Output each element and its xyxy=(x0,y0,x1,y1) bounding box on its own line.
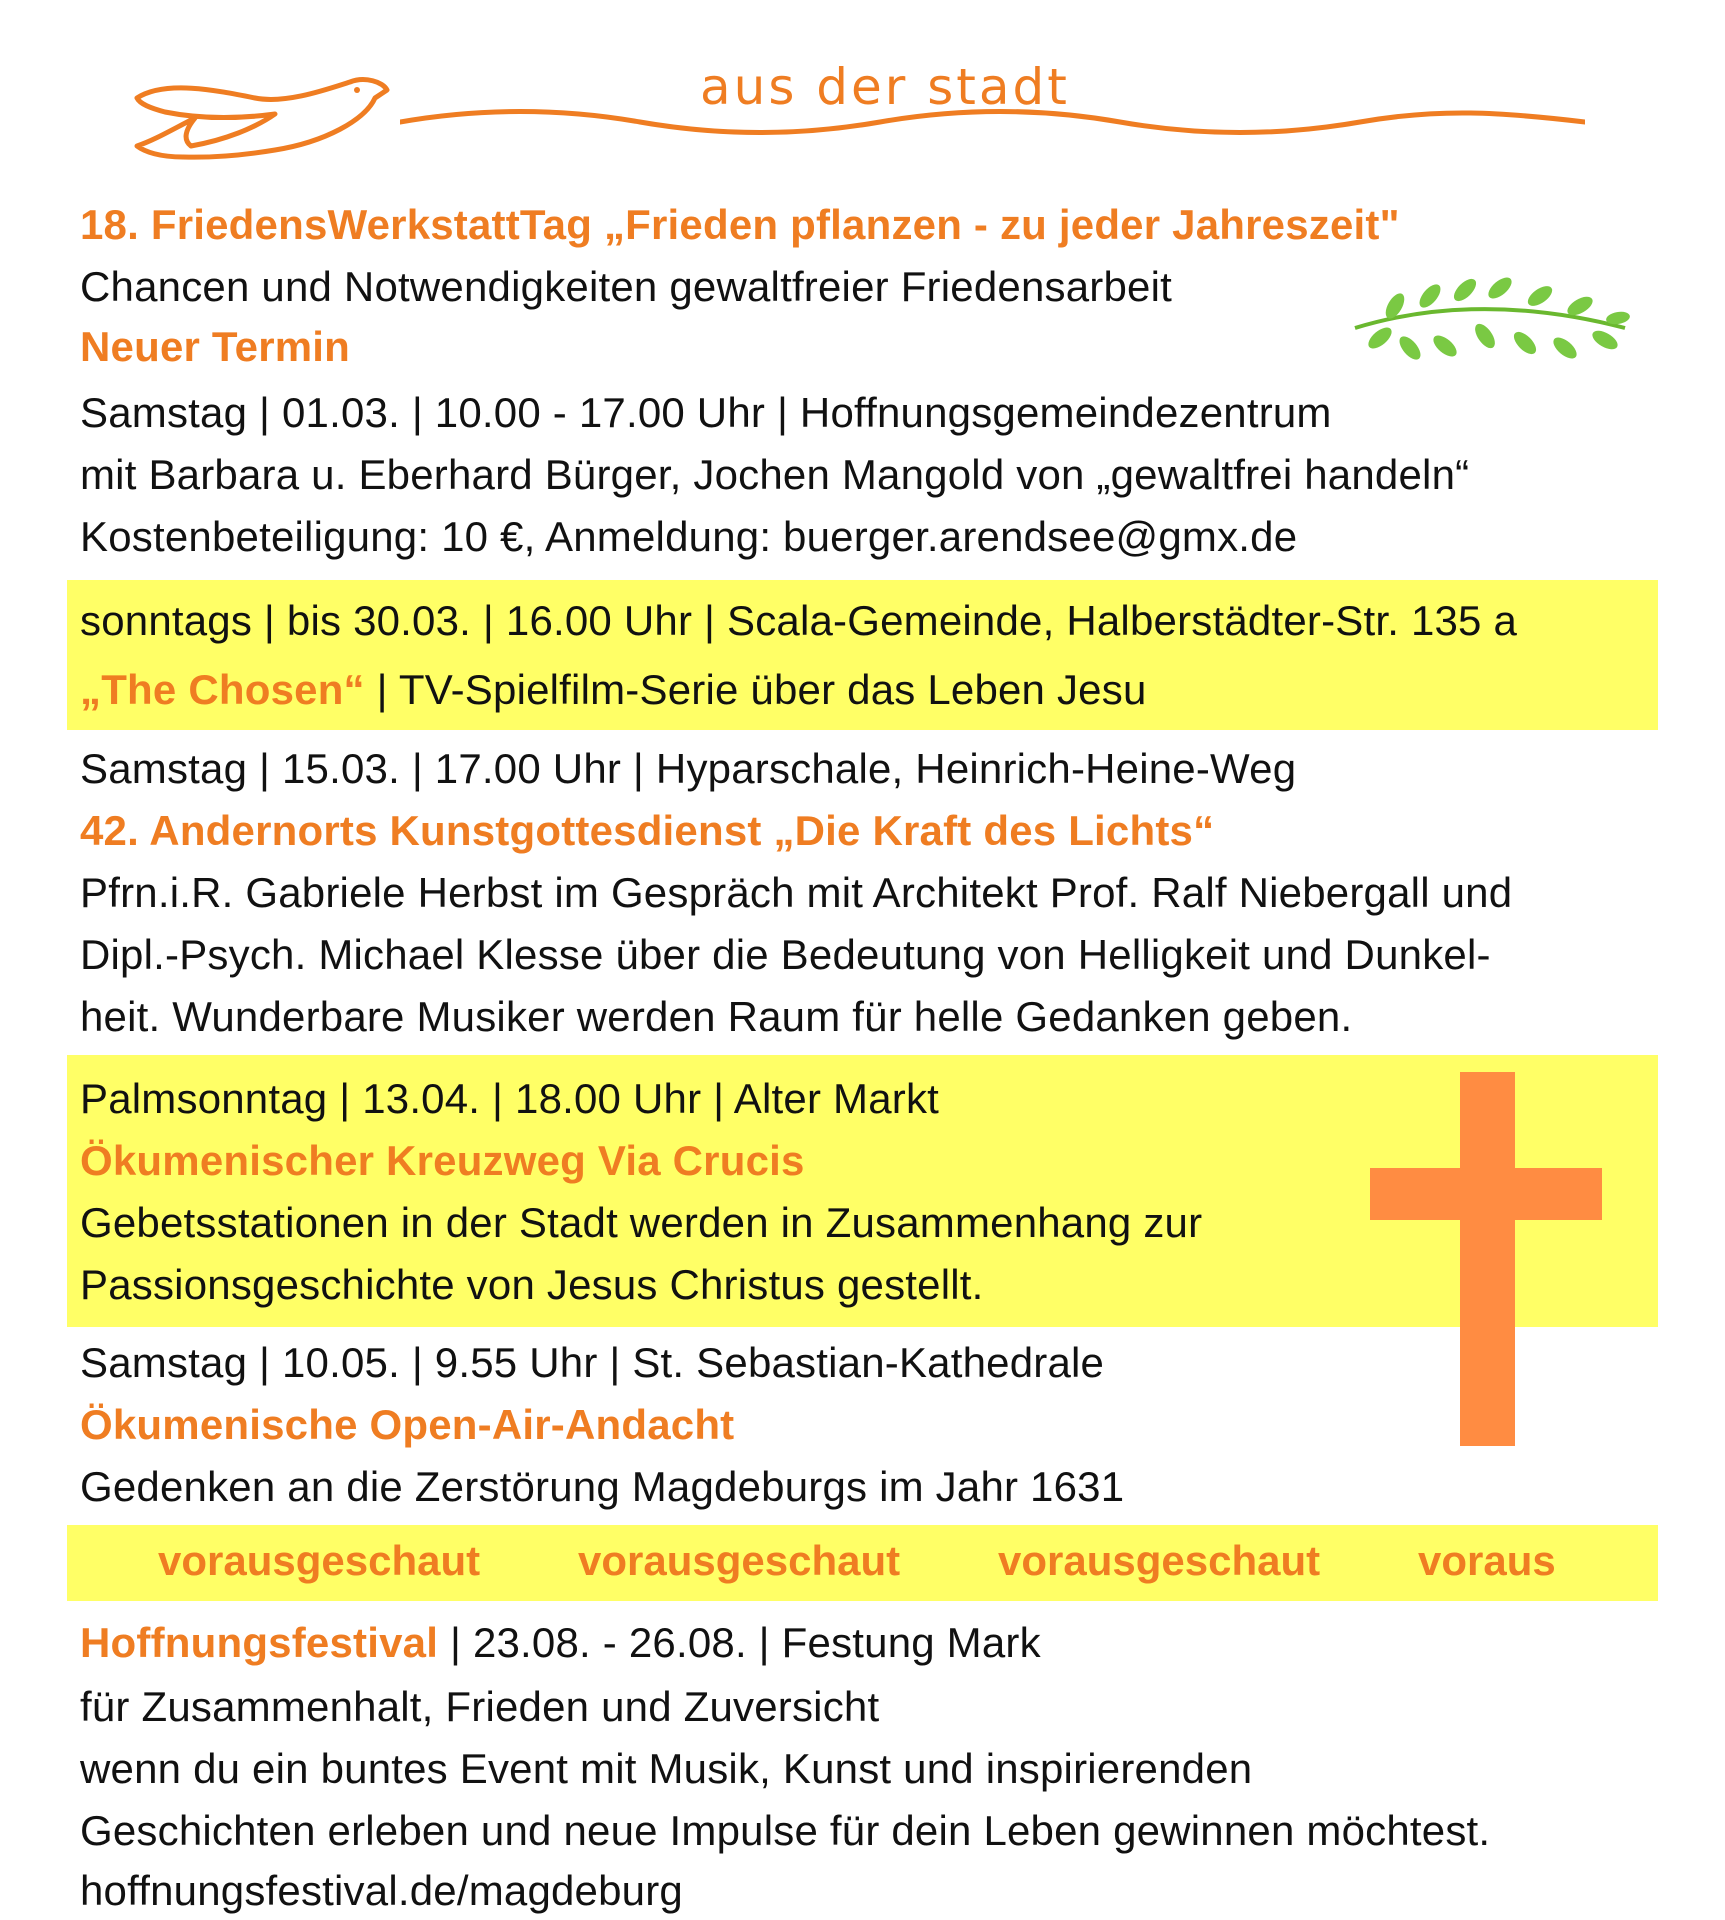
event-description: Dipl.-Psych. Michael Klesse über die Bedeutung von Helligkeit und Dunkel- xyxy=(80,931,1491,978)
event-title: 42. Andernorts Kunstgottesdienst „Die Kraft des Lichts“ xyxy=(80,807,1215,854)
event-description: Gebetsstationen in der Stadt werden in Zusammenhang zur xyxy=(80,1199,1203,1246)
event-title: „The Chosen“ xyxy=(80,666,365,713)
event-description: Pfrn.i.R. Gabriele Herbst im Gespräch mit Architekt Prof. Ralf Niebergall und xyxy=(80,869,1513,916)
event-datetime: Samstag | 15.03. | 17.00 Uhr | Hyparschale, Heinrich-Heine-Weg xyxy=(80,745,1297,792)
event-title: 18. FriedensWerkstattTag „Frieden pflanzen - zu jeder Jahreszeit" xyxy=(80,201,1400,248)
event-hosts: mit Barbara u. Eberhard Bürger, Jochen Mangold von „gewaltfrei handeln“ xyxy=(80,451,1470,498)
new-date-badge: Neuer Termin xyxy=(80,323,351,370)
dove-icon xyxy=(125,60,395,165)
event-description: Geschichten erleben und neue Impulse für dein Leben gewinnen möchtest. xyxy=(80,1807,1491,1854)
event-line xyxy=(80,665,1147,715)
preview-label: vorausgeschaut xyxy=(158,1537,481,1584)
event-description: wenn du ein buntes Event mit Musik, Kunst und inspirierenden xyxy=(80,1745,1253,1792)
event-description: Passionsgeschichte von Jesus Christus gestellt. xyxy=(80,1261,984,1308)
preview-label: vorausgeschaut xyxy=(578,1537,901,1584)
event-datetime: sonntags | bis 30.03. | 16.00 Uhr | Scala-Gemeinde, Halberstädter-Str. 135 a xyxy=(80,597,1518,644)
event-description: heit. Wunderbare Musiker werden Raum für helle Gedanken geben. xyxy=(80,993,1353,1040)
section-title: aus der stadt xyxy=(700,58,1070,116)
event-url[interactable]: hoffnungsfestival.de/magdeburg xyxy=(80,1867,683,1914)
event-subtitle: für Zusammenhalt, Frieden und Zuversicht xyxy=(80,1683,880,1730)
cross-icon xyxy=(1370,1072,1602,1446)
event-title: Hoffnungsfestival xyxy=(80,1619,439,1666)
event-datetime: | 23.08. - 26.08. | Festung Mark xyxy=(438,1619,1041,1666)
olive-branch-icon xyxy=(1350,268,1630,378)
event-datetime: Samstag | 01.03. | 10.00 - 17.00 Uhr | Hoffnungsgemeindezentrum xyxy=(80,389,1332,436)
preview-label: voraus xyxy=(1418,1537,1556,1584)
event-line xyxy=(80,1618,1041,1668)
event-title: Ökumenische Open-Air-Andacht xyxy=(80,1401,735,1448)
event-description: | TV-Spielfilm-Serie über das Leben Jesu xyxy=(364,666,1147,713)
event-subtitle: Chancen und Notwendigkeiten gewaltfreier Friedensarbeit xyxy=(80,263,1172,310)
event-datetime: Palmsonntag | 13.04. | 18.00 Uhr | Alter Markt xyxy=(80,1075,940,1122)
event-cost: Kostenbeteiligung: 10 €, Anmeldung: buerger.arendsee@gmx.de xyxy=(80,513,1298,560)
event-description: Gedenken an die Zerstörung Magdeburgs im Jahr 1631 xyxy=(80,1463,1125,1510)
preview-label: vorausgeschaut xyxy=(998,1537,1321,1584)
event-datetime: Samstag | 10.05. | 9.55 Uhr | St. Sebastian-Kathedrale xyxy=(80,1339,1105,1386)
event-title: Ökumenischer Kreuzweg Via Crucis xyxy=(80,1137,805,1184)
